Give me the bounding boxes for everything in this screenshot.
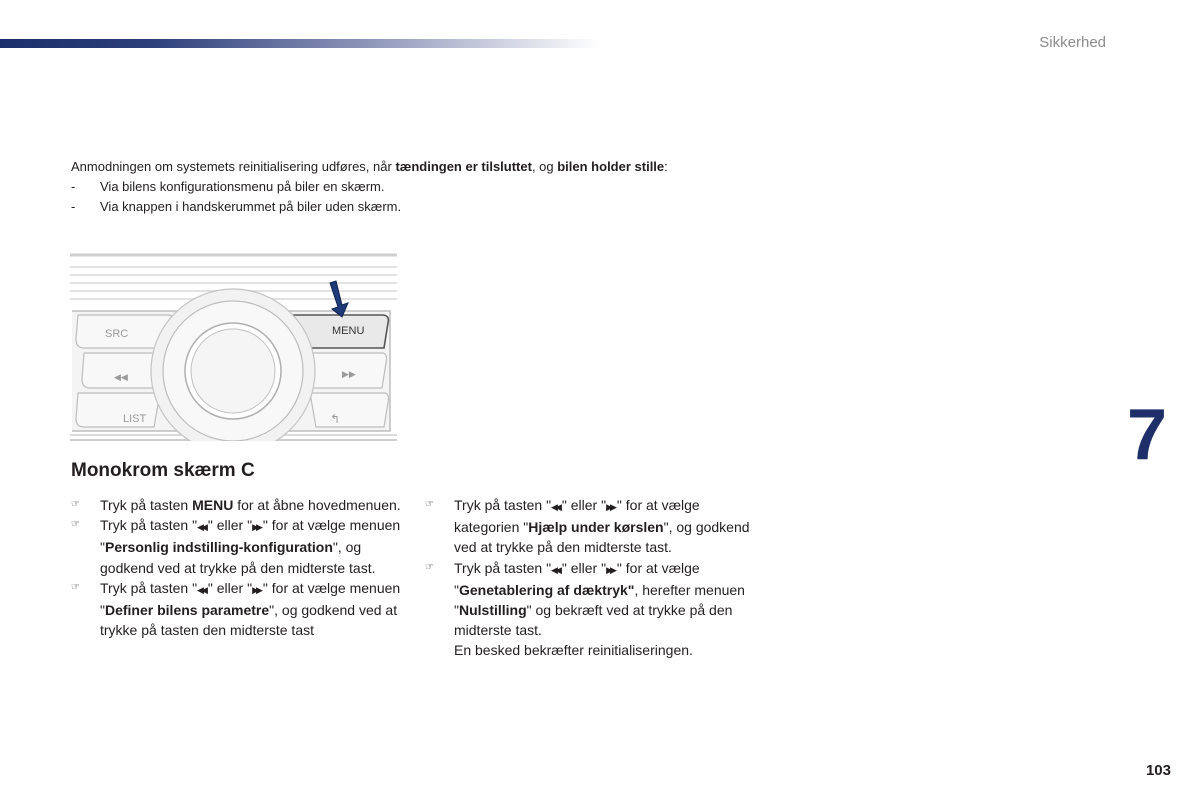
intro-paragraph: Anmodningen om systemets reinitialisering udføres, når tændingen er tilsluttet, og bilen holder stille:: [71, 159, 668, 174]
radio-panel-illustration: [70, 253, 397, 441]
src-label: SRC: [105, 328, 129, 340]
right-column: [425, 495, 755, 661]
rewind-icon: ◀◀: [551, 564, 559, 575]
rewind-icon: ◀◀: [551, 502, 559, 512]
list-label: LIST: [123, 413, 147, 425]
rewind-icon: ◀◀: [197, 522, 205, 533]
instruction-step: ☞ Tryk på tasten "◀◀ " eller "▶▶ " for at vælge "Genetablering af dæktryk", herefter menuen "Nulstilling" og bekræft ved at trykke på den midterste tast. En besked bekræfter reinitialiseringen.: [425, 559, 745, 659]
forward-glyph: ▶▶: [342, 370, 356, 380]
section-title: Sikkerhed: [1039, 34, 1106, 51]
instruction-step: ☞ Tryk på tasten "◀◀ " eller "▶▶ " for at vælge menuen "Personlig indstilling-konfiguration", og godkend ved at trykke på den midterste tast.: [71, 517, 401, 576]
pointing-hand-icon: ☞: [71, 581, 80, 593]
instruction-step: ☞ Tryk på tasten MENU for at åbne hovedmenuen.: [71, 495, 401, 515]
rewind-glyph: ◀◀: [114, 373, 128, 383]
instruction-step: ☞ Tryk på tasten "◀◀ " eller "▶▶ " for at vælge kategorien "Hjælp under kørslen", og godkend ved at trykke på den midterste tast.: [425, 497, 750, 556]
menu-label: MENU: [332, 325, 365, 337]
intro-list-item: - Via bilens konfigurationsmenu på biler en skærm.: [71, 179, 385, 194]
forward-icon: ▶▶: [606, 564, 614, 575]
forward-icon: ▶▶: [252, 522, 260, 533]
header-gradient-bar: [0, 39, 600, 48]
instruction-step: ☞ Tryk på tasten "◀◀ " eller "▶▶ " for at vælge menuen "Definer bilens parametre", og godkend ved at trykke på tasten den midterste tast: [71, 579, 401, 639]
pointing-hand-icon: ☞: [71, 499, 80, 510]
page-number: 103: [1145, 762, 1171, 779]
pointing-hand-icon: ☞: [71, 519, 80, 531]
back-button: [310, 393, 389, 427]
rewind-icon: ◀◀: [197, 584, 205, 595]
pointing-hand-icon: ☞: [425, 499, 434, 510]
list-button: [76, 393, 160, 427]
back-arrow-icon: ↰: [330, 412, 341, 426]
forward-icon: ▶▶: [252, 584, 260, 595]
forward-icon: ▶▶: [606, 502, 614, 512]
intro-list-item: - Via knappen i handskerummet på biler uden skærm.: [71, 199, 402, 214]
subheading: Monokrom skærm C: [71, 460, 255, 481]
left-column: [71, 495, 401, 640]
intro-text: [71, 157, 771, 217]
chapter-number: 7: [1127, 395, 1168, 475]
pointing-hand-icon: ☞: [425, 561, 434, 573]
